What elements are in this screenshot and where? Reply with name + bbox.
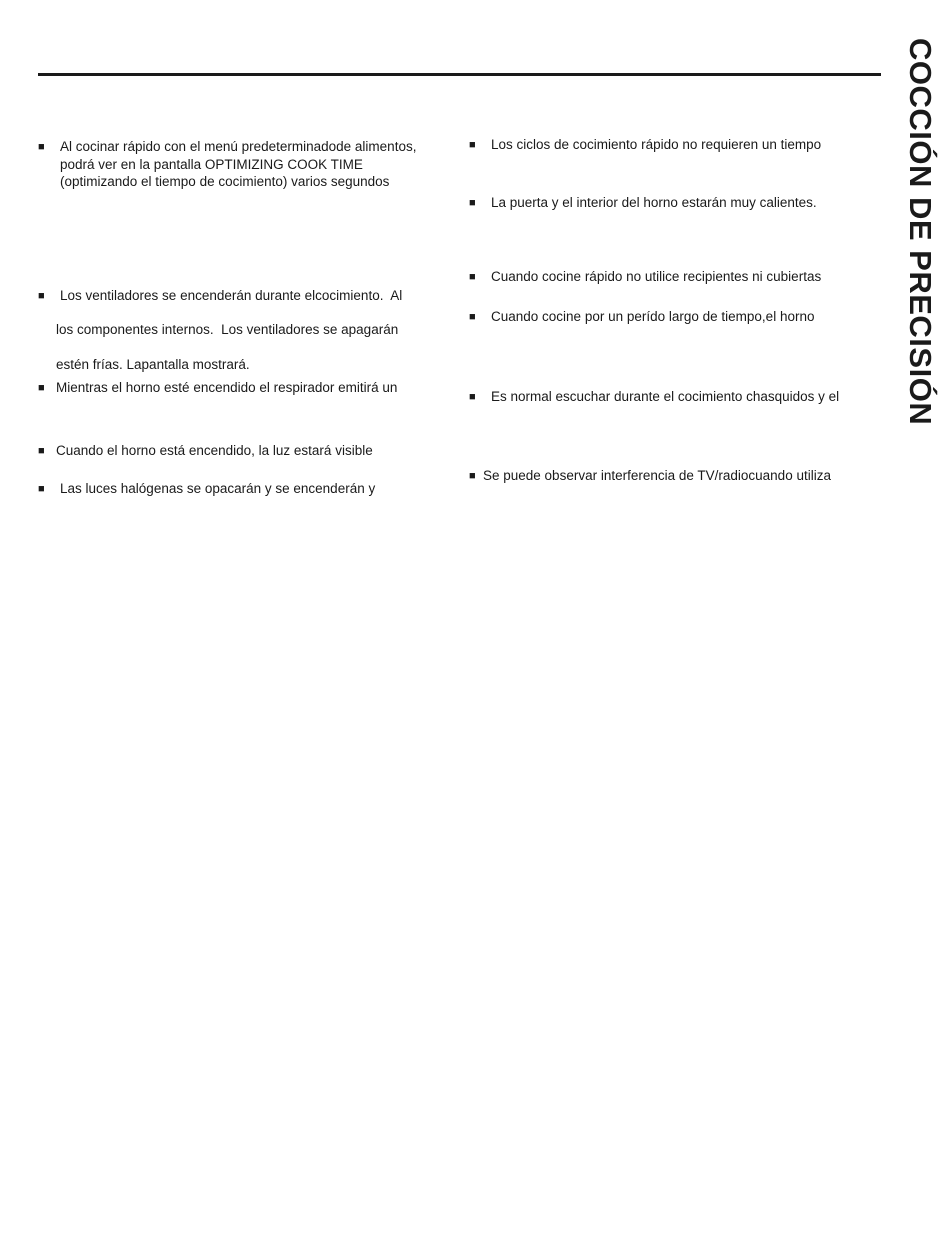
bullet-icon: ■ xyxy=(38,483,45,495)
list-item: Los ciclos de cocimiento rápido no requieren un tiempo xyxy=(491,137,822,152)
list-item: Cuando cocine por un perído largo de tiempo,el horno xyxy=(491,309,815,324)
list-item: Cuando cocine rápido no utilice recipientes ni cubiertas xyxy=(491,269,822,284)
list-item: Las luces halógenas se opacarán y se encenderán y xyxy=(60,481,376,496)
list-item: Se puede observar interferencia de TV/radiocuando utiliza xyxy=(483,468,831,483)
bullet-icon: ■ xyxy=(469,271,476,283)
list-item-line: (optimizando el tiempo de cocimiento) varios segundos xyxy=(60,174,390,189)
list-item: Los ventiladores se encenderán durante elcocimiento. Al xyxy=(60,288,403,303)
list-item-line: podrá ver en la pantalla OPTIMIZING COOK TIME xyxy=(60,156,363,172)
bullet-icon: ■ xyxy=(38,290,45,302)
bullet-icon: ■ xyxy=(469,197,476,209)
list-item-line: Al cocinar rápido con el menú predeterminadode alimentos, xyxy=(60,139,417,154)
list-item: Es normal escuchar durante el cocimiento chasquidos y el xyxy=(491,389,840,404)
list-item-line: estén frías. Lapantalla mostrará. xyxy=(56,357,250,372)
bullet-icon: ■ xyxy=(469,139,476,151)
list-item: La puerta y el interior del horno estarán muy calientes. xyxy=(491,195,817,210)
list-item: Cuando el horno está encendido, la luz estará visible xyxy=(56,443,373,458)
bullet-icon: ■ xyxy=(38,141,45,153)
list-item xyxy=(60,138,416,191)
section-title: COCCIÓN DE PRECISIÓN xyxy=(903,38,938,426)
bullet-icon: ■ xyxy=(469,391,476,403)
bullet-icon: ■ xyxy=(469,470,476,482)
bullet-icon: ■ xyxy=(38,445,45,457)
bullet-icon: ■ xyxy=(38,382,45,394)
list-item-line: los componentes internos. Los ventiladores se apagarán xyxy=(56,322,399,337)
list-item: Mientras el horno esté encendido el respirador emitirá un xyxy=(56,380,398,395)
bullet-icon: ■ xyxy=(469,311,476,323)
header-rule xyxy=(38,73,881,76)
